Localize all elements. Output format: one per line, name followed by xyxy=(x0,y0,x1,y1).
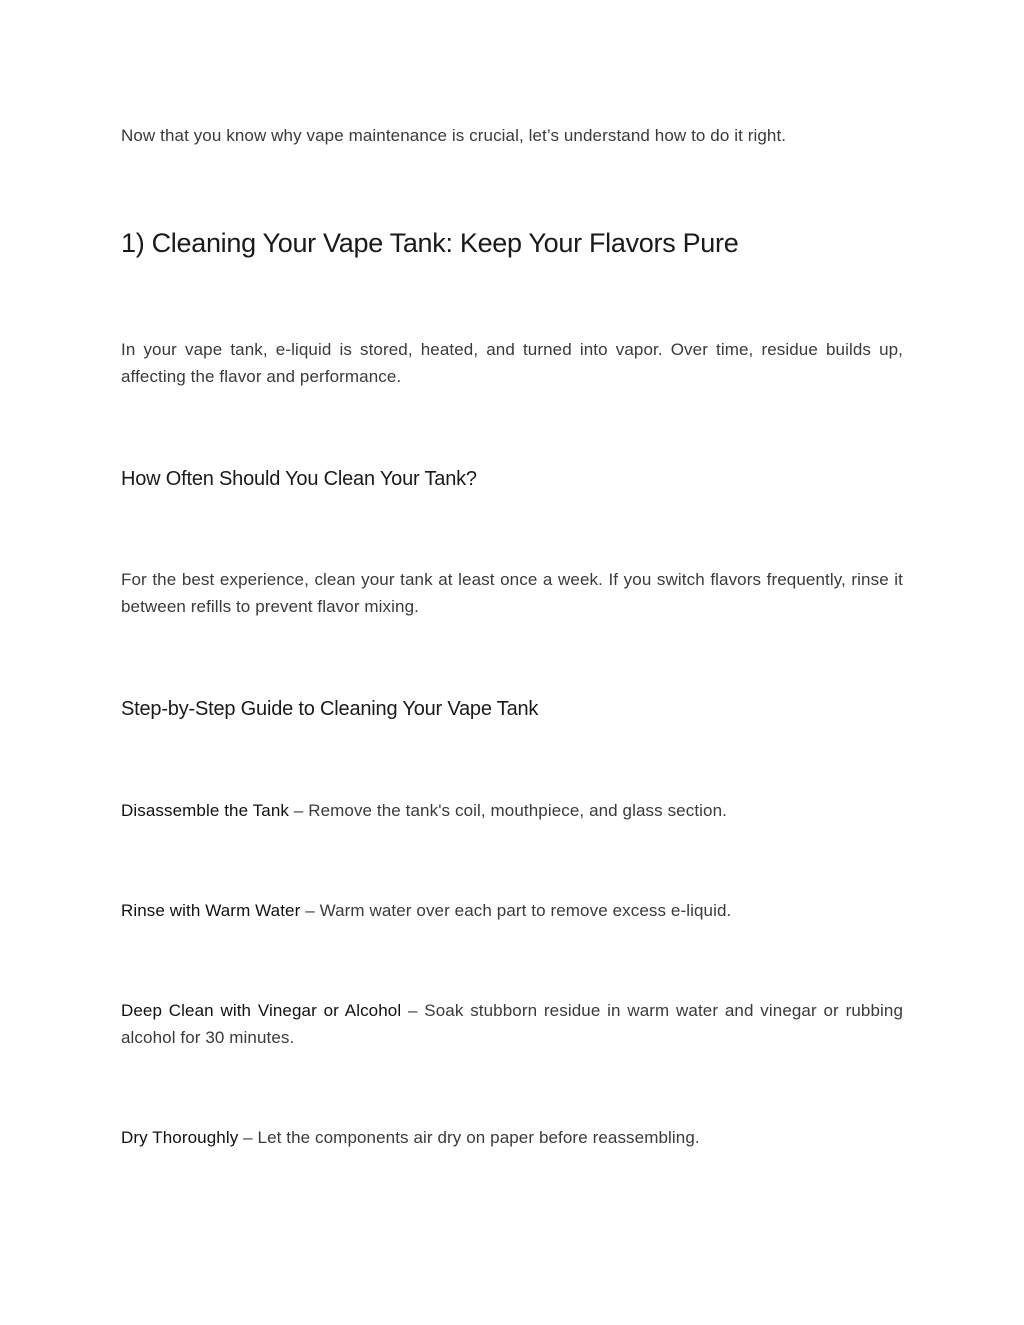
frequency-paragraph: For the best experience, clean your tank at least once a week. If you switch flavors frequently, rinse it between refills to prevent flavor mixing. xyxy=(121,570,903,616)
step-title: Deep Clean with Vinegar or Alcohol xyxy=(121,1001,402,1020)
step-title: Rinse with Warm Water xyxy=(121,901,301,920)
step-title: Dry Thoroughly xyxy=(121,1128,239,1147)
section-heading: 1) Cleaning Your Vape Tank: Keep Your Flavors Pure xyxy=(121,228,739,258)
step-item xyxy=(121,997,903,1051)
guide-heading: Step-by-Step Guide to Cleaning Your Vape Tank xyxy=(121,698,539,720)
step-description: – Let the components air dry on paper before reassembling. xyxy=(238,1128,700,1147)
step-description: – Warm water over each part to remove excess e-liquid. xyxy=(300,901,732,920)
step-item xyxy=(121,1124,903,1151)
section-paragraph: In your vape tank, e-liquid is stored, heated, and turned into vapor. Over time, residue builds up, affecting the flavor and performance. xyxy=(121,340,903,386)
step-title: Disassemble the Tank xyxy=(121,801,289,820)
step-item xyxy=(121,897,903,924)
frequency-heading: How Often Should You Clean Your Tank? xyxy=(121,468,477,490)
step-description: – Soak stubborn residue in warm water and vinegar or rubbing alcohol for 30 minutes. xyxy=(121,1001,903,1047)
step-item xyxy=(121,797,903,824)
intro-paragraph: Now that you know why vape maintenance is crucial, let’s understand how to do it right. xyxy=(121,126,787,145)
step-description: – Remove the tank's coil, mouthpiece, and glass section. xyxy=(289,801,727,820)
